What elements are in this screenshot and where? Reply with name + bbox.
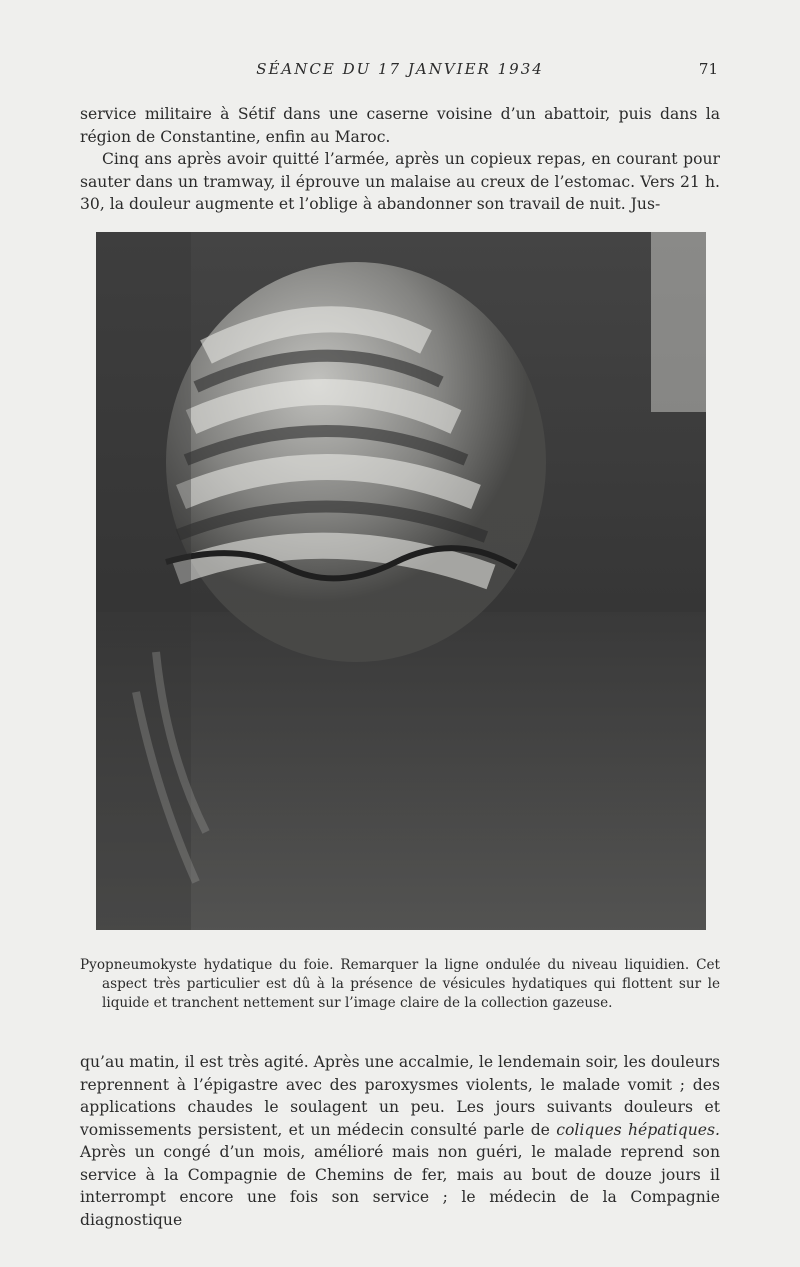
text-run: Après un congé d’un mois, amélioré mais non guéri, le malade reprend son service à la Compagnie de Chemins de fer, mais au bout de douze jours il interrompt encore une fois son service ; le médecin de la Compagnie diagnostique: [80, 1143, 720, 1229]
paragraph-cinq-ans: Cinq ans après avoir quitté l’armée, après un copieux repas, en courant pour sauter dans un tramway, il éprouve un malaise au creux de l’estomac. Vers 21 h. 30, la douleur augmente et l’oblige à abandonner son travail de nuit. Jus-: [80, 150, 720, 213]
paragraph-continuation: service militaire à Sétif dans une caserne voisine d’un abattoir, puis dans la région de Constantine, enfin au Maroc.: [80, 105, 720, 146]
radiograph-image: [96, 232, 706, 930]
text-run: qu’au matin, il est très agité. Après une accalmie, le lendemain soir, les douleurs reprennent à l’épigastre avec des paroxysmes violents, le malade vomit ; des applications chaudes le soulagent un peu. Les jours suivants douleurs et vomissements persistent, et un médecin consulté parle de: [80, 1053, 720, 1139]
italic-term: coliques hépatiques.: [556, 1120, 720, 1139]
page-header-title: SÉANCE DU 17 JANVIER 1934: [256, 60, 544, 78]
top-text-block: [80, 103, 720, 216]
page-number: 71: [698, 60, 718, 78]
paragraph-continuation-bottom: [80, 1051, 720, 1231]
running-head: [80, 60, 720, 82]
figure-caption: Pyopneumokyste hydatique du foie. Remarquer la ligne ondulée du niveau liquidien. Cet aspect très particulier est dû à la présence de vésicules hydatiques qui flottent sur le liquide et tranchent nettement sur l’image claire de la collection gazeuse.: [80, 957, 720, 1011]
bottom-text-block: [80, 1051, 720, 1231]
radiograph-figure: [96, 232, 706, 930]
